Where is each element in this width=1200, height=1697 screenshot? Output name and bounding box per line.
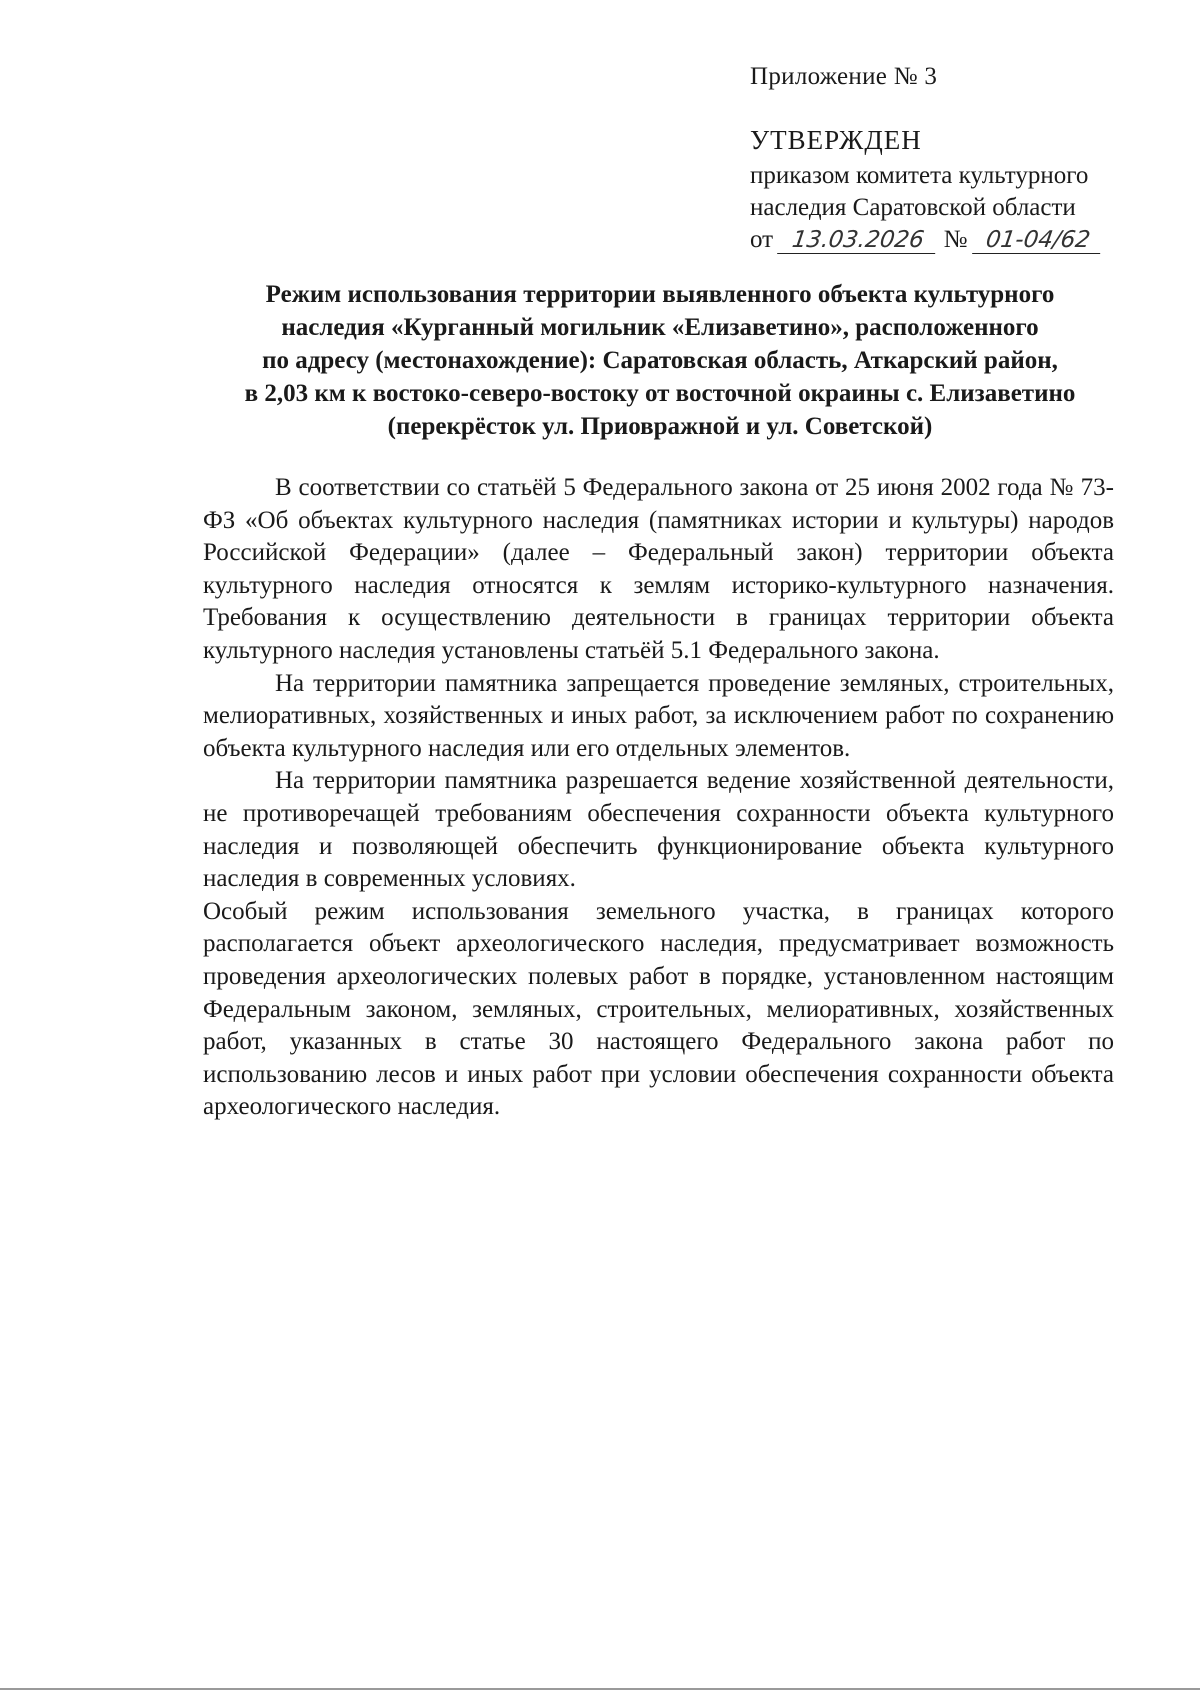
appendix-label: Приложение № 3 bbox=[750, 63, 938, 90]
order-line-2: наследия Саратовской области bbox=[750, 194, 1076, 221]
order-line-1: приказом комитета культурного bbox=[750, 162, 1089, 189]
body-paragraph: На территории памятника разрешается ведение хозяйственной деятельности, не противоречащей требованиям обеспечения сохранности объекта культурного наследия и позволяющей обеспечить функционирование объекта культурного наследия в современных условиях. bbox=[203, 767, 1114, 893]
title-line: Режим использования территории выявленного объекта культурного bbox=[265, 281, 1055, 308]
handwritten-date: 13.03.2026 bbox=[777, 227, 939, 254]
approval-block bbox=[750, 124, 1160, 256]
document-title bbox=[200, 278, 1120, 443]
title-line: по адресу (местонахождение): Саратовская область, Аткарский район, bbox=[262, 347, 1058, 374]
body-paragraph: Особый режим использования земельного участка, в границах которого располагается объект археологического наследия, предусматривает возможность проведения археологических полевых работ в порядке, установленном настоящим Федеральным законом, земляных, строительных, мелиоративных, хозяйственных работ, указанных в статье 30 настоящего Федерального закона работ по использованию лесов и иных работ при условии обеспечения сохранности объекта археологического наследия. bbox=[203, 897, 1114, 1121]
body-paragraph: На территории памятника запрещается проведение земляных, строительных, мелиоративных, хозяйственных и иных работ, за исключением работ по сохранению объекта культурного наследия или его отдельных элементов. bbox=[203, 669, 1114, 762]
title-line: наследия «Курганный могильник «Елизаветино», расположенного bbox=[281, 314, 1039, 341]
approved-heading: УТВЕРЖДЕН bbox=[750, 125, 922, 155]
scan-edge-line bbox=[0, 1688, 1200, 1690]
handwritten-number: 01-04/62 bbox=[972, 227, 1104, 254]
order-date-line bbox=[750, 224, 1160, 256]
number-prefix: № bbox=[943, 226, 968, 253]
title-line: в 2,03 км к востоко-северо-востоку от восточной окраины с. Елизаветино bbox=[244, 380, 1076, 407]
title-line: (перекрёсток ул. Приовражной и ул. Советской) bbox=[387, 413, 933, 440]
body-paragraph: В соответствии со статьёй 5 Федерального закона от 25 июня 2002 года № 73-ФЗ «Об объектах культурного наследия (памятниках истории и культуры) народов Российской Федерации» (далее – Федеральный закон) территории объекта культурного наследия относятся к землям историко-культурного назначения. Требования к осуществлению деятельности в границах территории объекта культурного наследия установлены статьёй 5.1 Федерального закона. bbox=[203, 474, 1114, 664]
date-prefix: от bbox=[750, 226, 774, 253]
document-body bbox=[203, 472, 1114, 1124]
